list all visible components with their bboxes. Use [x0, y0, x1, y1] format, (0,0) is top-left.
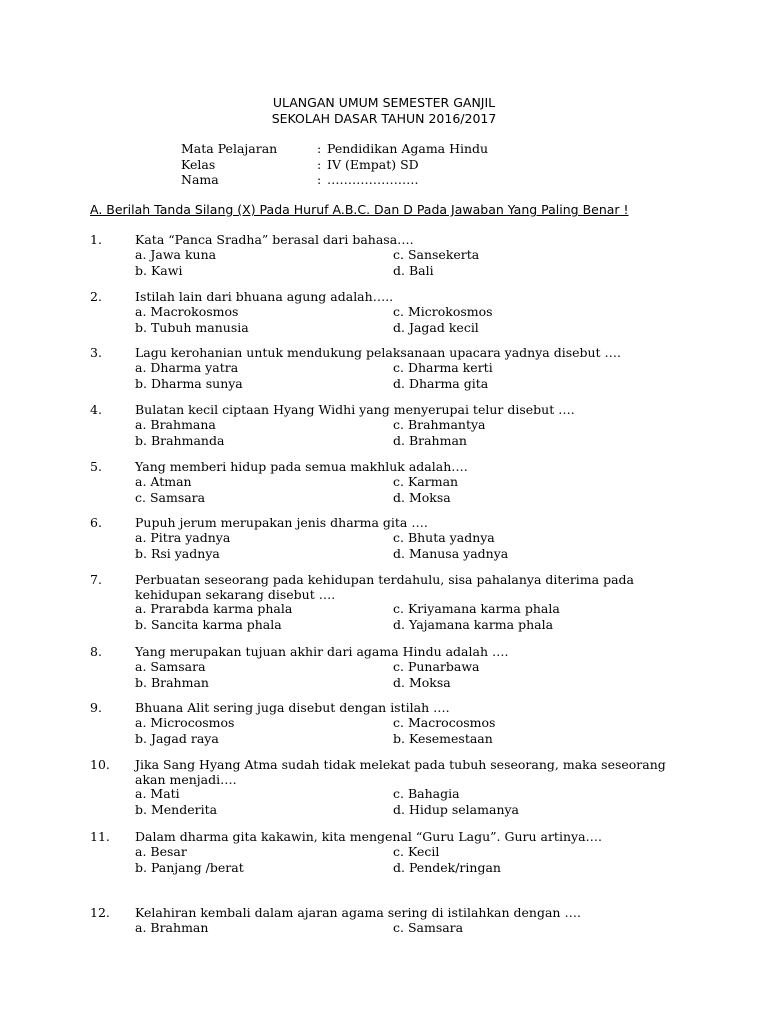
- option-b[interactable]: b. Menderita: [135, 801, 218, 817]
- info-separator: :: [317, 141, 322, 156]
- section-instruction: A. Berilah Tanda Silang (X) Pada Huruf A.B.C. Dan D Pada Jawaban Yang Paling Benar !: [90, 202, 629, 217]
- option-b[interactable]: b. Brahman: [135, 674, 209, 690]
- exam-title: ULANGAN UMUM SEMESTER GANJIL: [272, 95, 496, 110]
- info-label: Kelas: [181, 156, 216, 172]
- option-c[interactable]: c. Microkosmos: [393, 304, 493, 319]
- question-text: Yang memberi hidup pada semua makhluk adalah….: [135, 459, 468, 474]
- option-c[interactable]: c. Sansekerta: [393, 247, 480, 262]
- question-text: Bulatan kecil ciptaan Hyang Widhi yang menyerupai telur disebut ….: [135, 402, 575, 417]
- option-c[interactable]: c. Bahagia: [393, 786, 460, 801]
- question-text: Pupuh jerum merupakan jenis dharma gita ….: [135, 515, 428, 530]
- question-number: 8.: [90, 644, 102, 659]
- option-a[interactable]: a. Brahmana: [135, 417, 216, 432]
- option-d[interactable]: d. Yajamana karma phala: [393, 616, 554, 632]
- option-d[interactable]: d. Moksa: [393, 489, 451, 505]
- option-b[interactable]: b. Jagad raya: [135, 730, 219, 746]
- info-separator: :: [317, 156, 322, 172]
- student-info: [181, 141, 581, 188]
- option-d[interactable]: b. Kesemestaan: [393, 730, 493, 746]
- option-a[interactable]: a. Mati: [135, 786, 180, 801]
- question-text: Kata “Panca Sradha” berasal dari bahasa….: [135, 232, 414, 247]
- option-c[interactable]: c. Samsara: [393, 920, 464, 935]
- option-a[interactable]: a. Pitra yadnya: [135, 530, 231, 545]
- option-c[interactable]: c. Dharma kerti: [393, 360, 493, 375]
- option-c[interactable]: c. Macrocosmos: [393, 715, 496, 730]
- option-d[interactable]: d. Moksa: [393, 674, 451, 690]
- question-number: 3.: [90, 345, 102, 360]
- option-d[interactable]: d. Manusa yadnya: [393, 545, 509, 561]
- question-text: Istilah lain dari bhuana agung adalah…..: [135, 289, 394, 304]
- option-c[interactable]: c. Karman: [393, 474, 459, 489]
- option-d[interactable]: d. Brahman: [393, 432, 467, 448]
- info-value: IV (Empat) SD: [327, 156, 419, 172]
- option-a[interactable]: a. Samsara: [135, 659, 206, 674]
- info-value: ………………….: [327, 172, 419, 187]
- option-d[interactable]: d. Pendek/ringan: [393, 859, 501, 875]
- option-a[interactable]: a. Besar: [135, 844, 187, 859]
- option-b[interactable]: c. Samsara: [135, 489, 206, 505]
- info-value: Pendidikan Agama Hindu: [327, 141, 489, 156]
- question-number: 5.: [90, 459, 102, 474]
- info-separator: :: [317, 172, 322, 187]
- question-text: Bhuana Alit sering juga disebut dengan istilah ….: [135, 700, 450, 715]
- option-a[interactable]: a. Brahman: [135, 920, 209, 935]
- option-c[interactable]: c. Kriyamana karma phala: [393, 601, 560, 616]
- option-c[interactable]: c. Punarbawa: [393, 659, 480, 674]
- question-number: 6.: [90, 515, 102, 530]
- question-number: 1.: [90, 232, 102, 247]
- info-row-class: [181, 157, 581, 173]
- option-a[interactable]: a. Microcosmos: [135, 715, 235, 730]
- option-c[interactable]: c. Brahmantya: [393, 417, 486, 432]
- question-text: Perbuatan seseorang pada kehidupan terdahulu, sisa pahalanya diterima pada kehidupan sekarang disebut ….: [135, 572, 634, 602]
- info-label: Nama: [181, 172, 219, 187]
- option-b[interactable]: b. Dharma sunya: [135, 375, 243, 391]
- option-a[interactable]: a. Dharma yatra: [135, 360, 239, 375]
- option-a[interactable]: a. Macrokosmos: [135, 304, 239, 319]
- question-text: Jika Sang Hyang Atma sudah tidak melekat pada tubuh seseorang, maka seseorang akan menjadi….: [135, 757, 666, 787]
- option-d[interactable]: d. Dharma gita: [393, 375, 489, 391]
- option-a[interactable]: a. Prarabda karma phala: [135, 601, 293, 616]
- question-text: Kelahiran kembali dalam ajaran agama sering di istilahkan dengan ….: [135, 905, 581, 920]
- question-number: 2.: [90, 289, 102, 304]
- option-b[interactable]: b. Rsi yadnya: [135, 545, 220, 561]
- option-d[interactable]: d. Bali: [393, 262, 434, 278]
- question-number: 7.: [90, 572, 102, 587]
- question-number: 12.: [90, 905, 110, 920]
- question-number: 9.: [90, 700, 102, 715]
- question-text: Lagu kerohanian untuk mendukung pelaksanaan upacara yadnya disebut ….: [135, 345, 622, 360]
- question-text: Yang merupakan tujuan akhir dari agama Hindu adalah ….: [135, 644, 509, 659]
- option-b[interactable]: b. Sancita karma phala: [135, 616, 282, 632]
- question-number: 10.: [90, 757, 110, 772]
- question-number: 4.: [90, 402, 102, 417]
- option-b[interactable]: b. Brahmanda: [135, 432, 225, 448]
- option-b[interactable]: b. Kawi: [135, 262, 183, 278]
- info-row-subject: [181, 141, 581, 157]
- info-row-name: [181, 172, 581, 188]
- question-number: 11.: [90, 829, 110, 844]
- option-b[interactable]: b. Tubuh manusia: [135, 319, 249, 335]
- option-b[interactable]: b. Panjang /berat: [135, 859, 244, 875]
- option-c[interactable]: c. Kecil: [393, 844, 440, 859]
- option-d[interactable]: d. Jagad kecil: [393, 319, 479, 335]
- info-label: Mata Pelajaran: [181, 141, 278, 156]
- option-a[interactable]: a. Atman: [135, 474, 192, 489]
- school-year-title: SEKOLAH DASAR TAHUN 2016/2017: [271, 111, 497, 126]
- option-d[interactable]: d. Hidup selamanya: [393, 801, 520, 817]
- question-text: Dalam dharma gita kakawin, kita mengenal “Guru Lagu”. Guru artinya….: [135, 829, 602, 844]
- option-a[interactable]: a. Jawa kuna: [135, 247, 217, 262]
- option-c[interactable]: c. Bhuta yadnya: [393, 530, 495, 545]
